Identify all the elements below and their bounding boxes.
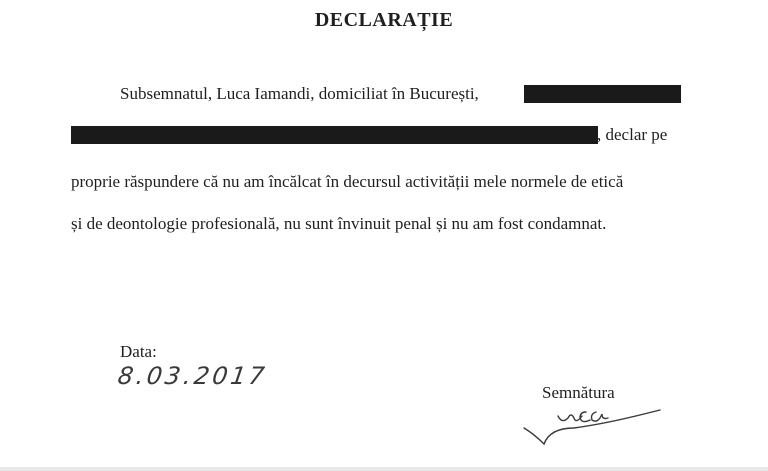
document-title: DECLARAȚIE [314,9,454,31]
signature-label: Semnătura [542,383,615,402]
redacted-address-part-1 [524,85,681,103]
declaration-line-3: proprie răspundere că nu am încălcat în decursul activității mele normele de etică [71,172,624,191]
handwritten-date: 8.03.2017 [116,362,270,390]
redacted-address-part-2 [71,126,598,144]
page-bottom-edge [0,467,768,471]
declaration-line-4: și de deontologie profesională, nu sunt învinuit penal și nu am fost condamnat. [71,214,607,233]
date-label: Data: [120,342,157,361]
declaration-line-2: , declar pe [597,125,668,144]
signature-icon [522,402,662,452]
declaration-line-1: Subsemnatul, Luca Iamandi, domiciliat în București, [120,84,479,103]
